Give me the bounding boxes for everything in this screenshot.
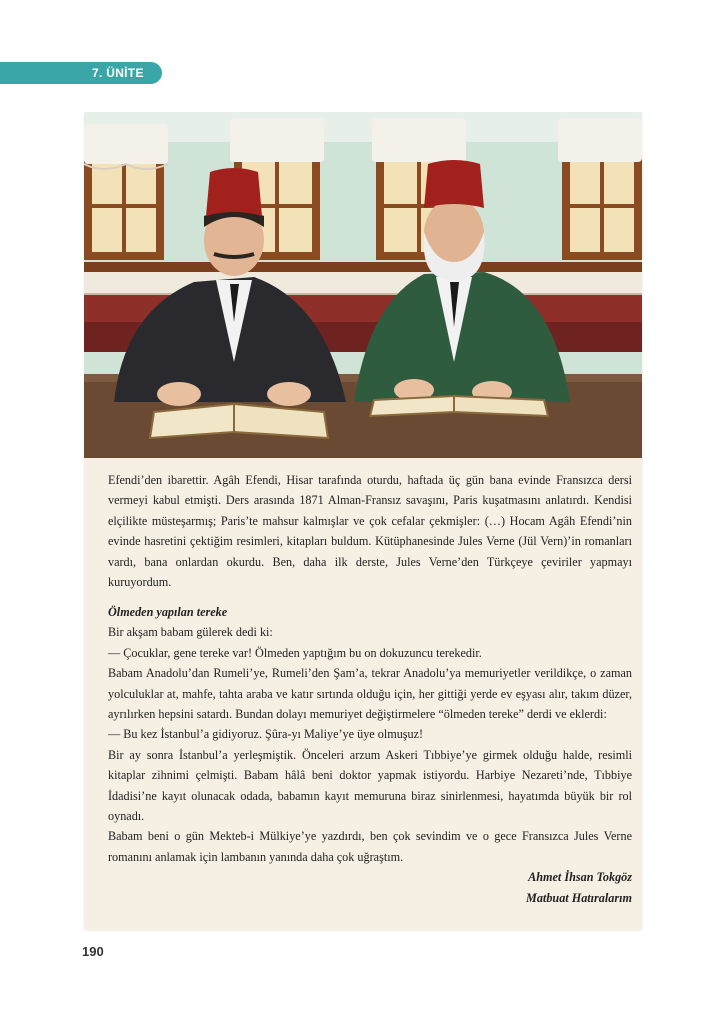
source-work: Matbuat Hatıralarım bbox=[526, 890, 632, 905]
source-author: Ahmet İhsan Tokgöz bbox=[528, 870, 632, 885]
illustration-two-men-reading-books-icon bbox=[84, 112, 642, 458]
paragraph: — Çocuklar, gene tereke var! Ölmeden yaptığım bu on dokuzuncu terekedir. bbox=[108, 645, 482, 660]
unit-label: 7. ÜNİTE bbox=[92, 66, 144, 80]
paragraph: Babam Anadolu’dan Rumeli’ye, Rumeli’den Şam’a, tekrar Anadolu’ya memuriyetler verildikçe, o zaman yolculuklar at, mahfe, tahta araba ve katır sırtında olduğu için, her gittiği yerde ev eşyası alır, takım düzer, ayrılırken hepsini satardı. Bundan dolayı memuriyet değiştirmelere “ölmeden tereke” derdi ve eklerdi: bbox=[108, 666, 632, 722]
text-block-section bbox=[108, 602, 632, 908]
illustration bbox=[84, 112, 642, 458]
paragraph: Bir ay sonra İstanbul’a yerleşmiştik. Önceleri arzum Askeri Tıbbiye’ye girmek olduğu halde, resimli kitaplar zihnimi çelmişti. Babam hâlâ beni doktor yapmak istiyordu. Harbiye Nezareti’nde, Tıbbiye İdadisi’ne kayıt olunacak odada, babamın kayıt memuruna biraz sinirlenmesi, hayatımda büyük bir rol oynadı. bbox=[108, 747, 632, 824]
paragraph: Bir akşam babam gülerek dedi ki: bbox=[108, 625, 273, 640]
paragraph: Babam beni o gün Mekteb-i Mülkiye’ye yazdırdı, ben çok sevindim ve o gece Fransızca Jules Verne romanını anlamak için lambanın yanında daha çok uğraştım. bbox=[108, 829, 632, 864]
paragraph: — Bu kez İstanbul’a gidiyoruz. Şûra-yı Maliye’ye üye olmuşuz! bbox=[108, 727, 424, 742]
paragraph: Efendi’den ibarettir. Agâh Efendi, Hisar tarafında oturdu, haftada üç gün bana evinde Fransızca dersi vermeyi kabul etmişti. Ders arasında 1871 Alman-Fransız savaşını, Paris kuşatmasını anlatırdı. Kendisi elçilikte müsteşarmış; Paris’te mahsur kalmışlar ve çok cefalar çekmişler: (…) Hocam Agâh Efendi’nin evinde hasretini çektiğim resimleri, kitapları buldum. Kütüphanesinde Jules Verne (Jül Vern)’in romanları vardı, bana onlardan okurdu. Ben, daha ilk derste, Jules Verne’den Türkçeye çeviriler yapmayı kuruyordum. bbox=[108, 473, 632, 590]
text-block-top bbox=[108, 470, 632, 592]
page-number: 190 bbox=[82, 944, 104, 959]
section-heading: Ölmeden yapılan tereke bbox=[108, 605, 228, 619]
unit-tab bbox=[0, 62, 162, 84]
